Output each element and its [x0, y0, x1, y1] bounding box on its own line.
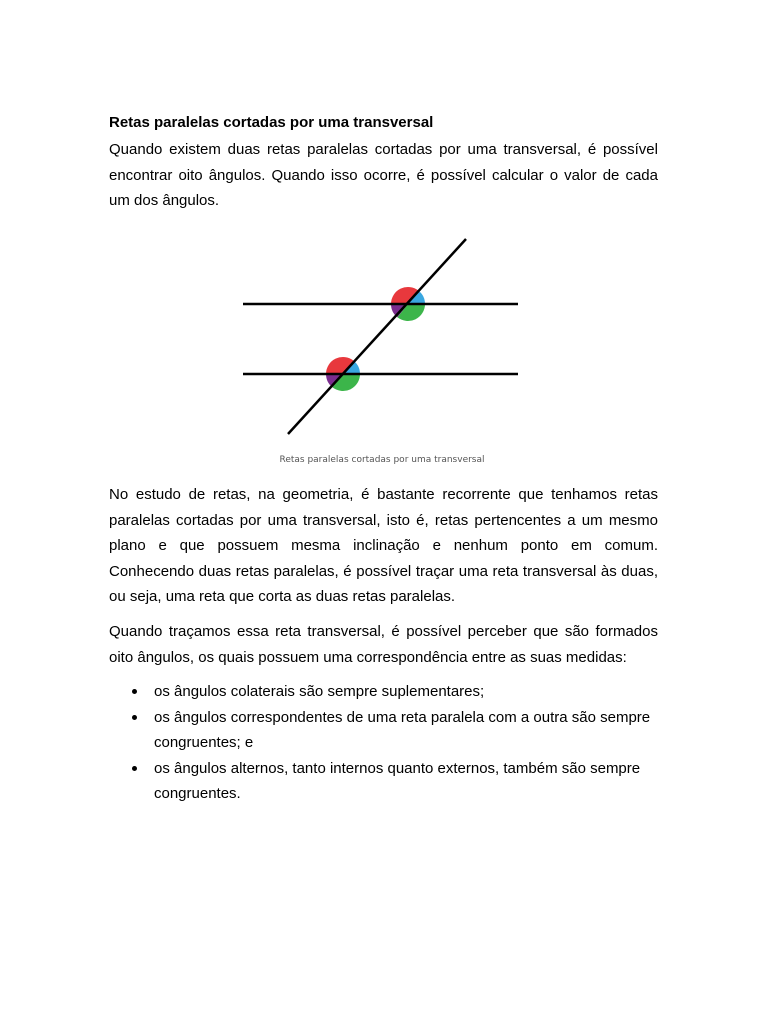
intro-paragraph: Quando existem duas retas paralelas cortadas por uma transversal, é possível encontrar oito ângulos. Quando isso ocorre, é possível calcular o valor de cada um dos ângulos. [109, 141, 658, 209]
list-item-text: os ângulos correspondentes de uma reta paralela com a outra são sempre congruentes; e [154, 708, 651, 751]
list-item [109, 679, 661, 705]
parallel-lines-diagram [230, 232, 530, 472]
list-item [109, 705, 661, 756]
bullet-icon [132, 689, 137, 694]
list-item-text: os ângulos alternos, tanto internos quanto externos, também são sempre congruentes. [154, 759, 641, 802]
list-item-text: os ângulos colaterais são sempre suplementares; [154, 683, 485, 700]
list-item [109, 756, 661, 807]
study-paragraph: No estudo de retas, na geometria, é bastante recorrente que tenhamos retas paralelas cortadas por uma transversal, isto é, retas pertencentes a um mesmo plano e que possuem mesma inclinação e nenhum ponto em comum. Conhecendo duas retas paralelas, é possível traçar uma reta transversal às duas, ou seja, uma reta que corta as duas retas paralelas. [109, 486, 658, 605]
section-heading: Retas paralelas cortadas por uma transversal [109, 114, 434, 131]
angle-properties-list [109, 679, 661, 807]
bullet-icon [132, 766, 137, 771]
figure-caption: Retas paralelas cortadas por uma transversal [279, 455, 485, 465]
bullet-icon [132, 715, 137, 720]
parallel-lines-figure [230, 232, 530, 472]
transversal-line [288, 239, 466, 434]
formed-angles-paragraph: Quando traçamos essa reta transversal, é possível perceber que são formados oito ângulos, os quais possuem uma correspondência entre as suas medidas: [109, 623, 658, 666]
